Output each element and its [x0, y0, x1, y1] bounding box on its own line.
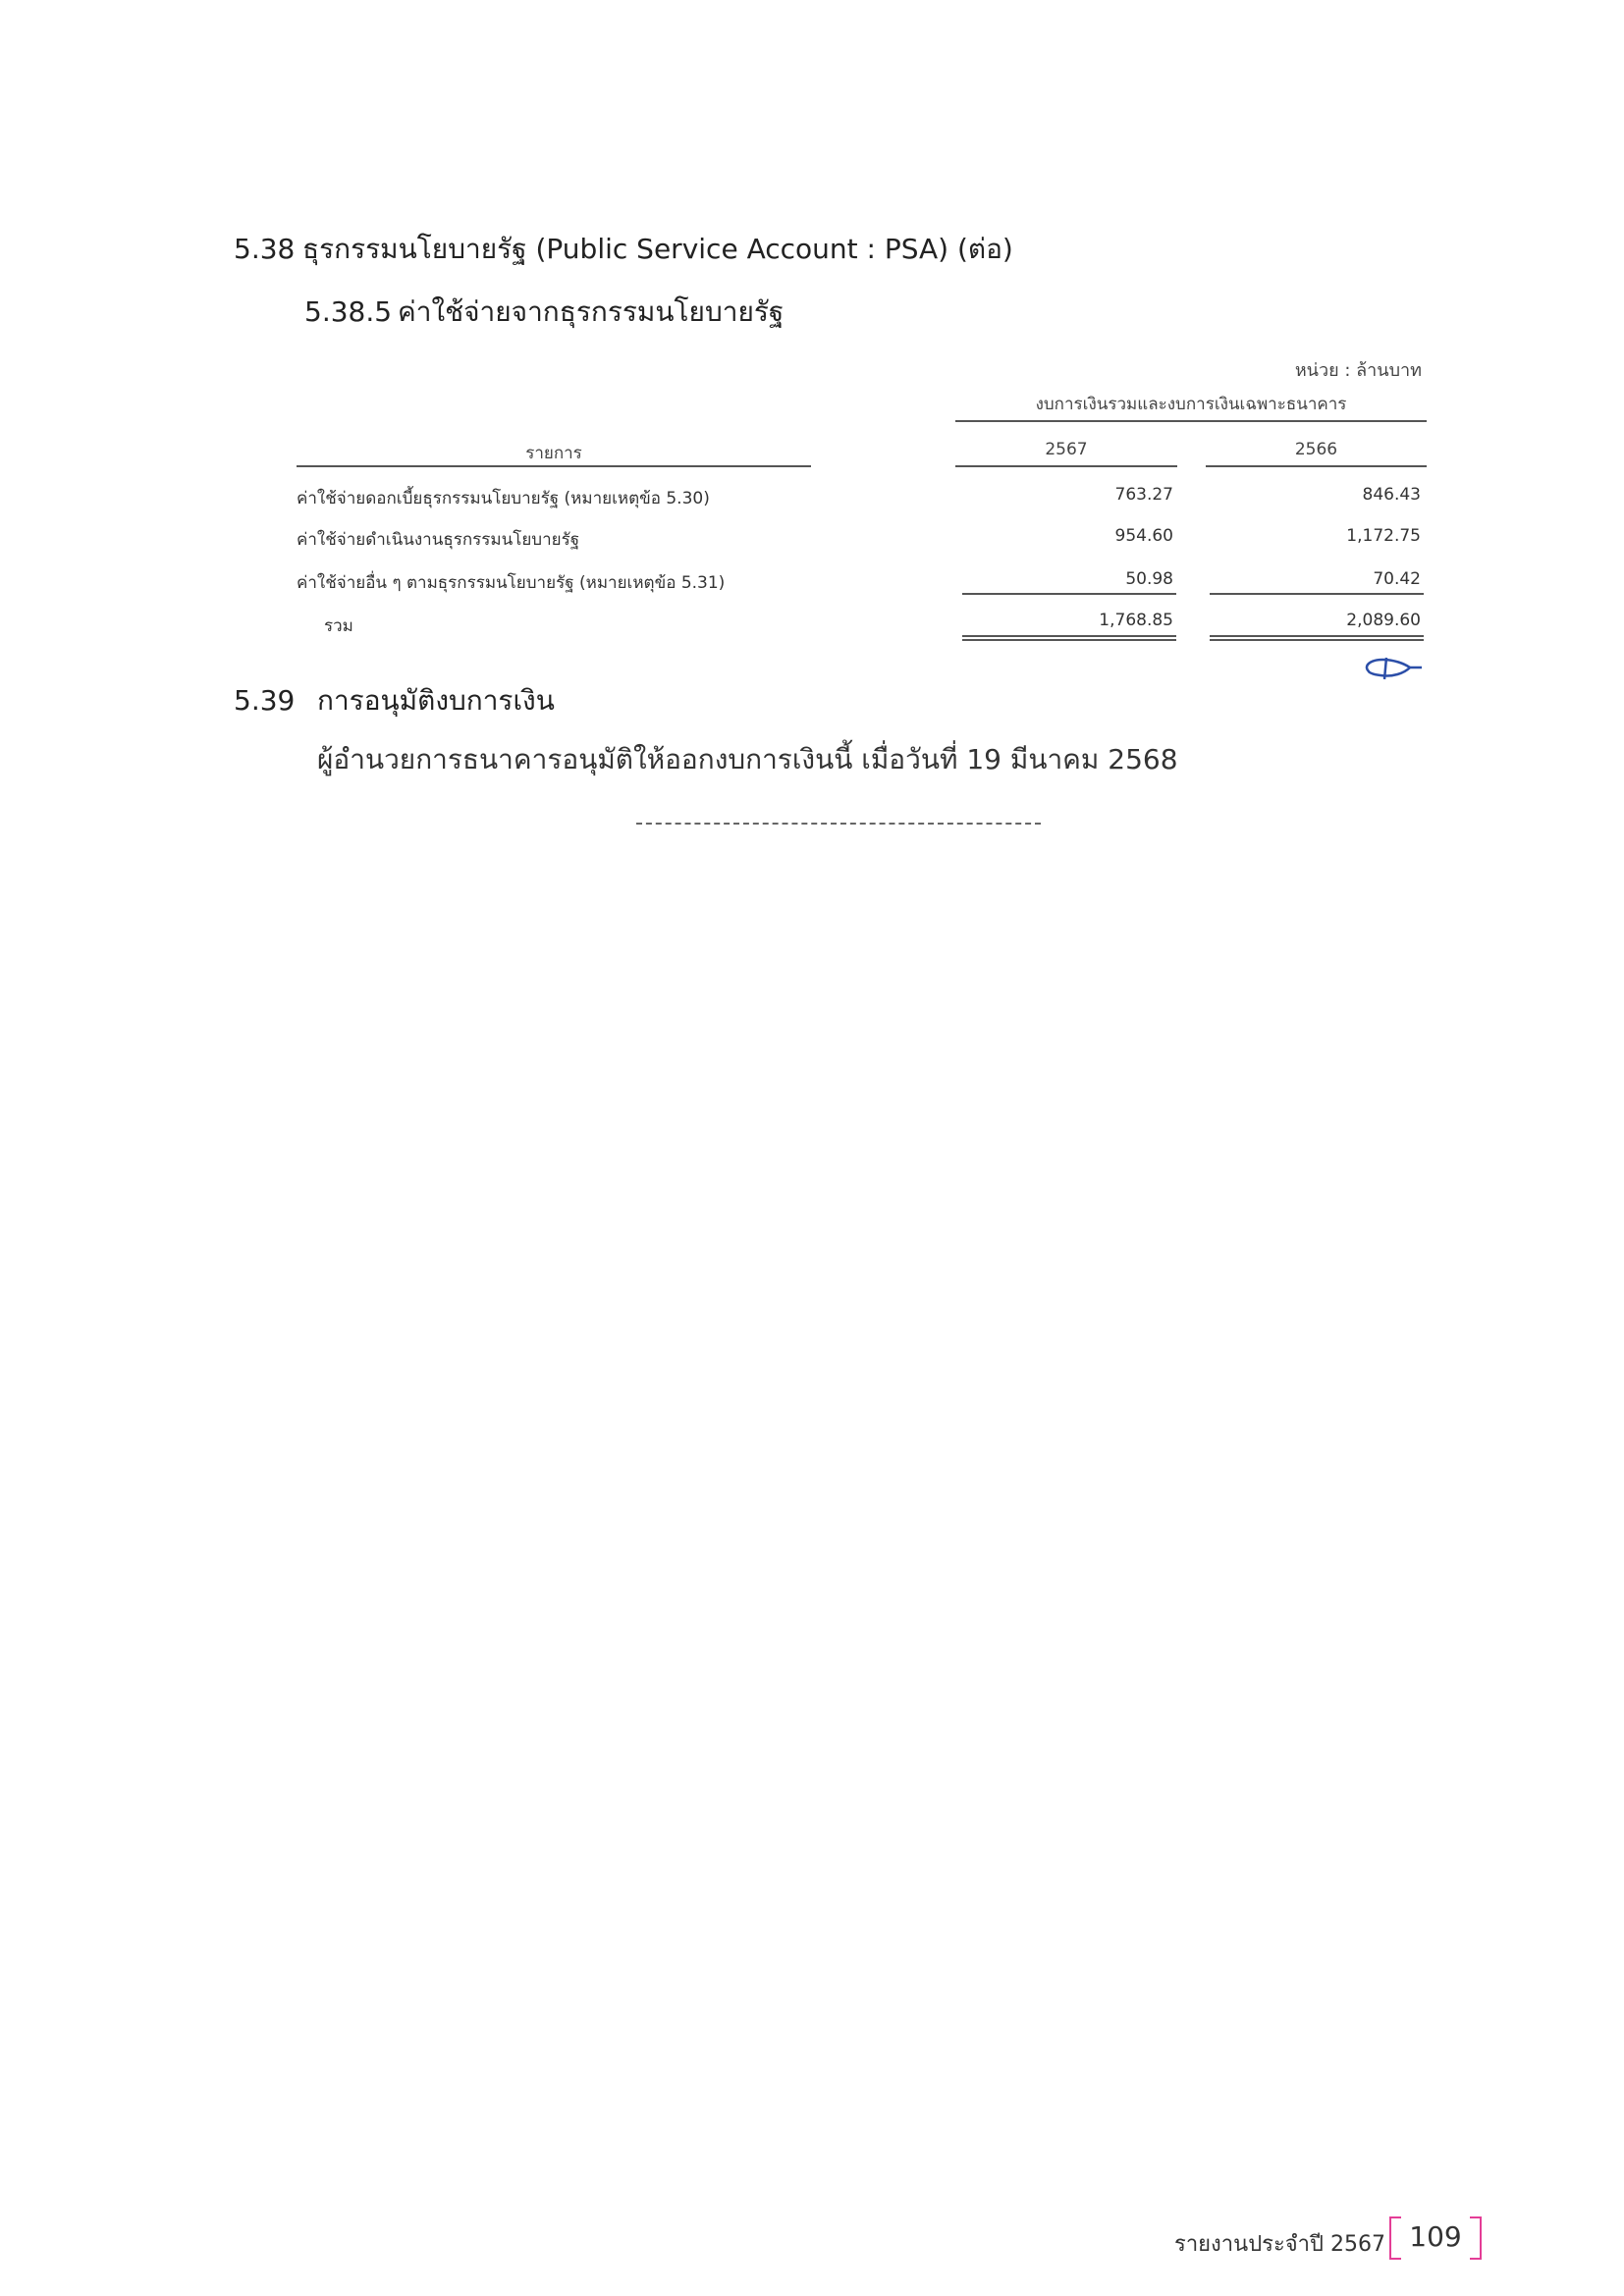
- subsection-number: 5.38.5: [304, 295, 393, 328]
- total-2567: 1,768.85: [1099, 611, 1173, 630]
- header-rule-item: [297, 465, 811, 467]
- column-group-rule: [955, 420, 1427, 422]
- approval-paragraph: ผู้อำนวยการธนาคารอนุมัติให้ออกงบการเงินนี้ เมื่อวันที่ 19 มีนาคม 2568: [317, 743, 1178, 775]
- page-number: 109: [1409, 2220, 1462, 2253]
- column-header-2567: 2567: [1045, 440, 1088, 459]
- section-number: 5.39: [234, 684, 296, 717]
- table-cell-2566: 70.42: [1373, 569, 1421, 589]
- page-number-box: [1389, 2216, 1482, 2258]
- table-cell-2567: 954.60: [1114, 526, 1173, 546]
- total-label: รวม: [324, 616, 353, 636]
- header-rule-2567: [955, 465, 1177, 467]
- section-title: การอนุมัติงบการเงิน: [317, 684, 555, 717]
- section-title: ธุรกรรมนโยบายรัฐ (Public Service Account : PSA) (ต่อ): [302, 233, 1013, 265]
- subsection-heading-5-38-5: [304, 291, 784, 334]
- section-heading-5-38: [234, 228, 1013, 271]
- column-header-item: รายการ: [525, 444, 582, 463]
- header-rule-2566: [1206, 465, 1427, 467]
- total-double-rule-2567: [962, 635, 1176, 641]
- table-cell-2566: 1,172.75: [1346, 526, 1421, 546]
- subtotal-rule-2566: [1210, 593, 1424, 595]
- subsection-title: ค่าใช้จ่ายจากธุรกรรมนโยบายรัฐ: [398, 295, 785, 328]
- table-row-label: ค่าใช้จ่ายดำเนินงานธุรกรรมนโยบายรัฐ: [297, 530, 580, 550]
- table-cell-2567: 763.27: [1114, 485, 1173, 505]
- table-cell-2566: 846.43: [1362, 485, 1421, 505]
- section-number: 5.38: [234, 233, 296, 265]
- total-2566: 2,089.60: [1346, 611, 1421, 630]
- end-separator: [636, 823, 1041, 825]
- subtotal-rule-2567: [962, 593, 1176, 595]
- table-row-label: ค่าใช้จ่ายดอกเบี้ยธุรกรรมนโยบายรัฐ (หมายเหตุข้อ 5.30): [297, 489, 710, 508]
- initials-signature-icon: [1361, 652, 1426, 683]
- unit-label: หน่วย : ล้านบาท: [1294, 360, 1422, 381]
- section-heading-5-39: [234, 679, 555, 722]
- table-cell-2567: 50.98: [1125, 569, 1173, 589]
- column-header-2566: 2566: [1294, 440, 1338, 459]
- right-bracket-icon: [1470, 2216, 1482, 2260]
- column-group-header: งบการเงินรวมและงบการเงินเฉพาะธนาคาร: [1035, 395, 1347, 414]
- footer-report-label: รายงานประจำปี 2567: [1174, 2232, 1385, 2257]
- total-double-rule-2566: [1210, 635, 1424, 641]
- table-row-label: ค่าใช้จ่ายอื่น ๆ ตามธุรกรรมนโยบายรัฐ (หมายเหตุข้อ 5.31): [297, 573, 726, 593]
